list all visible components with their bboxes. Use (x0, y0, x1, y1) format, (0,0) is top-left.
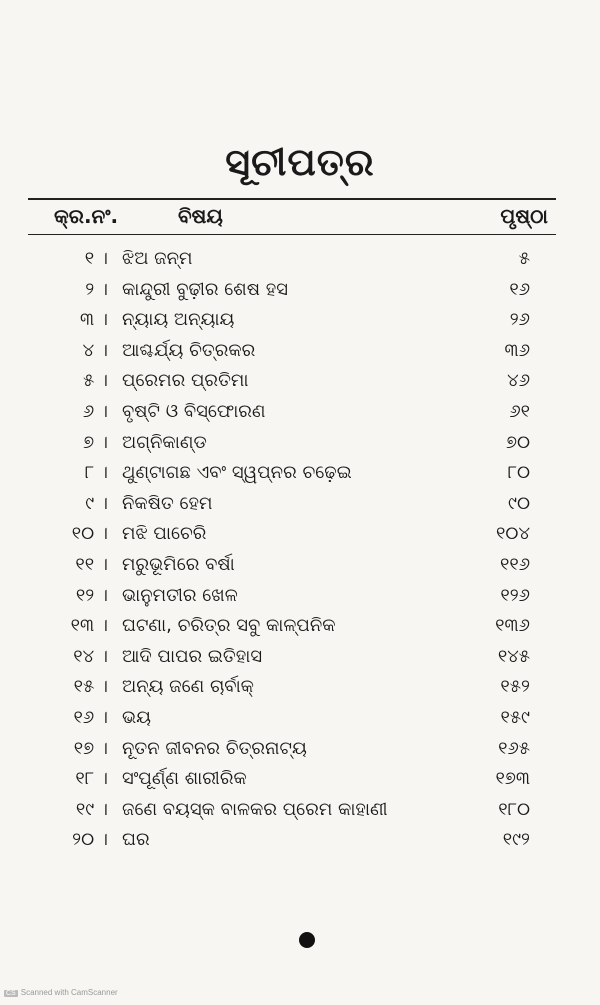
entry-page-number: ୬୧ (509, 400, 530, 422)
entry-number: ୧୨ । (75, 584, 108, 606)
entry-number: ୧୪ । (73, 645, 108, 667)
table-row (0, 426, 600, 457)
entry-number: ୧୫ । (73, 676, 108, 698)
watermark-text: Scanned with CamScanner (20, 988, 118, 997)
table-row (0, 517, 600, 548)
entry-title: ମଝି ପାଚେରି (122, 523, 207, 545)
entry-page-number: ୧୭୩ (495, 768, 530, 790)
entry-title: ନୂତନ ଜୀବନର ଚିତ୍ରନାଟ୍ୟ (122, 737, 307, 759)
entry-page-number: ୧୩୬ (495, 615, 530, 637)
entry-number: ୯ । (85, 492, 108, 514)
table-row (0, 701, 600, 732)
page-dot-mark (299, 932, 315, 948)
header-bottom-rule (28, 234, 556, 235)
scanner-watermark (4, 988, 118, 997)
entry-page-number: ୩୬ (504, 339, 530, 361)
entry-number: ୧୧ । (75, 553, 108, 575)
entry-title: ନ୍ୟାୟ ଅନ୍ୟାୟ (122, 309, 235, 331)
entry-title: ଆଶ୍ଚର୍ଯ୍ୟ ଚିତ୍ରକର (122, 339, 256, 361)
entry-page-number: ୧୫୨ (500, 676, 530, 698)
table-row (0, 793, 600, 824)
table-row (0, 548, 600, 579)
entry-title: ଭୟ (122, 706, 152, 728)
entry-number: ୨ । (85, 278, 108, 300)
entry-number: ୬ । (82, 400, 108, 422)
entry-title: ଆଦି ପାପର ଇତିହାସ (122, 645, 263, 667)
entry-number: ୭ । (83, 431, 108, 453)
entry-page-number: ୧୪୫ (497, 645, 530, 667)
entry-title: କାନ୍ଦୁରୀ ବୁଢ଼ୀର ଶେଷ ହସ (122, 278, 288, 300)
entry-page-number: ୧୫୯ (500, 706, 530, 728)
entry-number: ୧୮ । (75, 768, 108, 790)
entry-number: ୧୩ । (70, 615, 108, 637)
entry-number: ୫ । (82, 370, 108, 392)
table-row (0, 334, 600, 365)
header-top-rule (28, 198, 556, 200)
table-row (0, 732, 600, 763)
table-row (0, 670, 600, 701)
entry-number: ୧୯ । (75, 798, 108, 820)
entry-page-number: ୨୬ (509, 309, 530, 331)
table-row (0, 364, 600, 395)
entry-number: ୧୭ । (73, 737, 108, 759)
entry-number: ୪ । (82, 339, 108, 361)
entry-title: ପ୍ରେମର ପ୍ରତିମା (122, 370, 249, 392)
entry-title: ଭାନୁମତୀର ଖେଳ (122, 584, 238, 606)
table-row (0, 762, 600, 793)
table-row (0, 823, 600, 854)
entry-title: ଜଣେ ବୟସ୍କ ବାଳକର ପ୍ରେମ କାହାଣୀ (122, 798, 388, 820)
entry-title: ସଂପୂର୍ଣ୍ଣ ଶାରୀରିକ (122, 768, 247, 790)
entry-number: ୮ । (84, 462, 108, 484)
entry-title: ଘର (122, 829, 150, 851)
entry-title: ଥୁଣ୍ଟାଗଛ ଏବଂ ସ୍ୱପ୍ନର ଚଢ଼େଇ (122, 462, 352, 484)
page-title: ସୂଚୀପତ୍ର (225, 140, 375, 184)
entry-number: ୨୦ । (72, 829, 108, 851)
header-subject: ବିଷୟ (178, 204, 223, 228)
table-row (0, 579, 600, 610)
entry-title: ଅନ୍ୟ ଜଣେ ଚାର୍ବାକ୍ (122, 676, 254, 698)
entry-title: ଅଗ୍ନିକାଣ୍ଡ (122, 431, 207, 453)
entry-page-number: ୫ (518, 248, 530, 269)
entry-page-number: ୮୦ (507, 462, 530, 484)
entry-title: ବୃଷ୍ଟି ଓ ବିସ୍ଫୋରଣ (122, 400, 266, 422)
entry-title: ନିକଷିତ ହେମ (122, 492, 213, 514)
entry-page-number: ୧୧୬ (499, 553, 530, 575)
table-row (0, 640, 600, 671)
entry-page-number: ୧୯୨ (502, 829, 530, 851)
table-of-contents (0, 242, 600, 854)
entry-number: ୩ । (80, 309, 108, 331)
table-row (0, 487, 600, 518)
entry-page-number: ୧୦୪ (496, 523, 530, 545)
entry-page-number: ୧୬୫ (498, 737, 530, 759)
table-row (0, 456, 600, 487)
table-row (0, 609, 600, 640)
entry-page-number: ୪୬ (507, 370, 530, 392)
table-row (0, 242, 600, 273)
table-row (0, 395, 600, 426)
entry-title: ଝିଅ ଜନ୍ମ (122, 248, 193, 269)
entry-page-number: ୧୬ (509, 278, 530, 300)
entry-page-number: ୯୦ (508, 492, 530, 514)
header-page: ପୃଷ୍ଠା (500, 204, 548, 228)
header-serial: କ୍ର.ନଂ. (54, 204, 119, 228)
entry-number: ୧୬ । (73, 706, 108, 728)
entry-page-number: ୧୮୦ (498, 798, 530, 820)
scanner-logo-icon: CS (6, 990, 16, 997)
entry-title: ଘଟଣା, ଚରିତ୍ର ସବୁ କାଳ୍ପନିକ (122, 615, 336, 637)
entry-number: ୧୦ । (71, 523, 108, 545)
table-row (0, 303, 600, 334)
entry-title: ମରୁଭୂମିରେ ବର୍ଷା (122, 553, 235, 575)
table-row (0, 273, 600, 304)
entry-page-number: ୧୨୬ (500, 584, 530, 606)
entry-page-number: ୭୦ (505, 431, 530, 453)
entry-number: ୧ । (84, 248, 108, 269)
